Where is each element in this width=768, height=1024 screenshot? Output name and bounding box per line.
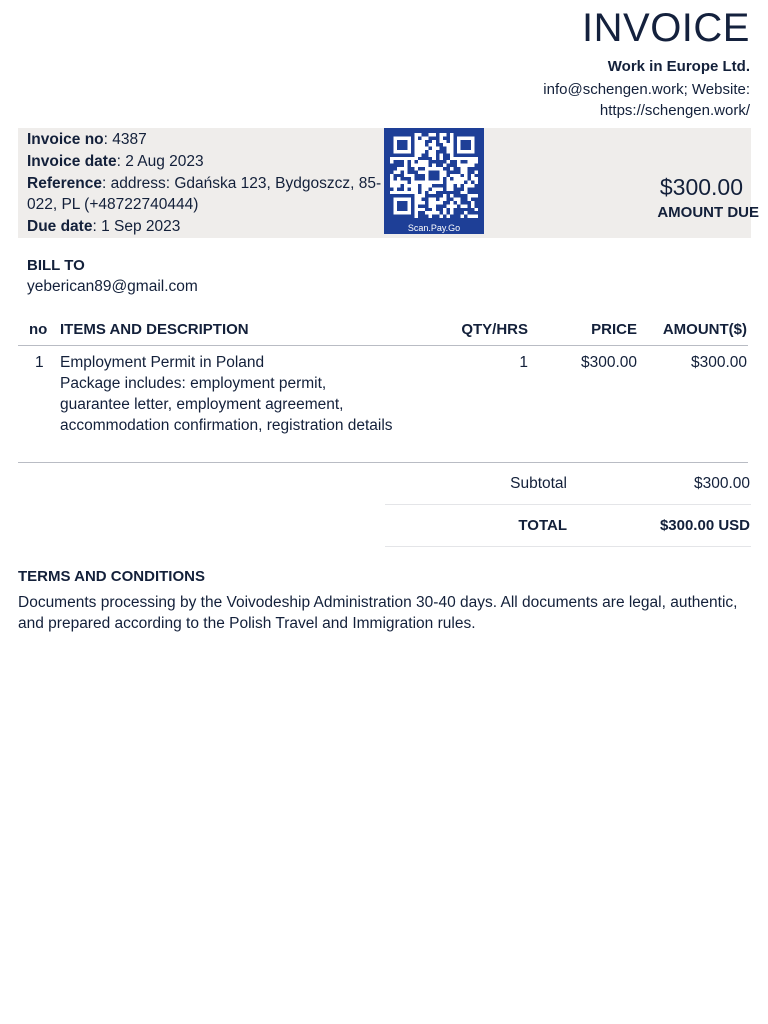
invoice-no-value: : 4387 <box>103 131 147 148</box>
qr-code-block[interactable] <box>384 128 484 234</box>
row-no: 1 <box>35 354 44 371</box>
bill-to-label: BILL TO <box>27 257 85 274</box>
qr-code-icon <box>390 133 478 218</box>
invoice-date-label: Invoice date <box>27 152 117 170</box>
invoice-no-label: Invoice no <box>27 131 104 148</box>
contact-line-email: info@schengen.work; Website: <box>543 81 750 98</box>
invoice-info <box>27 129 387 238</box>
col-header-items: ITEMS AND DESCRIPTION <box>60 321 249 338</box>
subtotal-value: $300.00 <box>693 475 750 492</box>
amount-due-label: AMOUNT DUE <box>657 204 759 221</box>
reference-value: : address: Gdańska 123, Bydgoszcz, 85-022, PL (+48722740444) <box>27 174 382 214</box>
row-qty: 1 <box>519 354 528 371</box>
subtotal-divider <box>385 504 751 505</box>
due-date-value: : 1 Sep 2023 <box>92 218 181 236</box>
invoice-date-row <box>27 151 387 173</box>
col-header-no: no <box>29 321 48 338</box>
company-name: Work in Europe Ltd. <box>607 58 750 75</box>
terms-heading: TERMS AND CONDITIONS <box>18 568 205 585</box>
reference-row <box>27 173 387 217</box>
reference-label: Reference <box>27 174 102 192</box>
row-description-cell <box>60 352 400 436</box>
row-item-description: Package includes: employment permit, guarantee letter, employment agreement, accommodation confirmation, registration details <box>60 375 393 434</box>
total-label: TOTAL <box>518 517 567 534</box>
due-date-label: Due date <box>27 218 93 236</box>
bill-to-email[interactable]: yeberican89@gmail.com <box>27 278 198 295</box>
due-date-row <box>27 216 387 238</box>
table-header-divider <box>18 345 748 346</box>
contact-line-website: https://schengen.work/ <box>599 102 750 119</box>
table-bottom-divider <box>18 462 748 463</box>
invoice-date-value: : 2 Aug 2023 <box>116 152 204 170</box>
row-amount: $300.00 <box>690 354 747 371</box>
amount-due-value: $300.00 <box>659 174 743 200</box>
qr-caption: Scan.Pay.Go <box>407 223 461 233</box>
invoice-title: INVOICE <box>582 6 750 50</box>
col-header-amount: AMOUNT($) <box>662 321 747 338</box>
terms-text: Documents processing by the Voivodeship Administration 30-40 days. All documents are legal, authentic, and prepared according to the Polish Travel and Immigration rules. <box>18 594 738 632</box>
row-item-name: Employment Permit in Poland <box>60 354 265 371</box>
col-header-qty: QTY/HRS <box>461 321 528 338</box>
invoice-no-row <box>27 129 387 151</box>
subtotal-label: Subtotal <box>510 475 567 492</box>
total-value: $300.00 USD <box>659 517 750 534</box>
company-contact <box>450 79 750 121</box>
row-price: $300.00 <box>580 354 637 371</box>
total-divider <box>385 546 751 547</box>
col-header-price: PRICE <box>591 321 637 338</box>
